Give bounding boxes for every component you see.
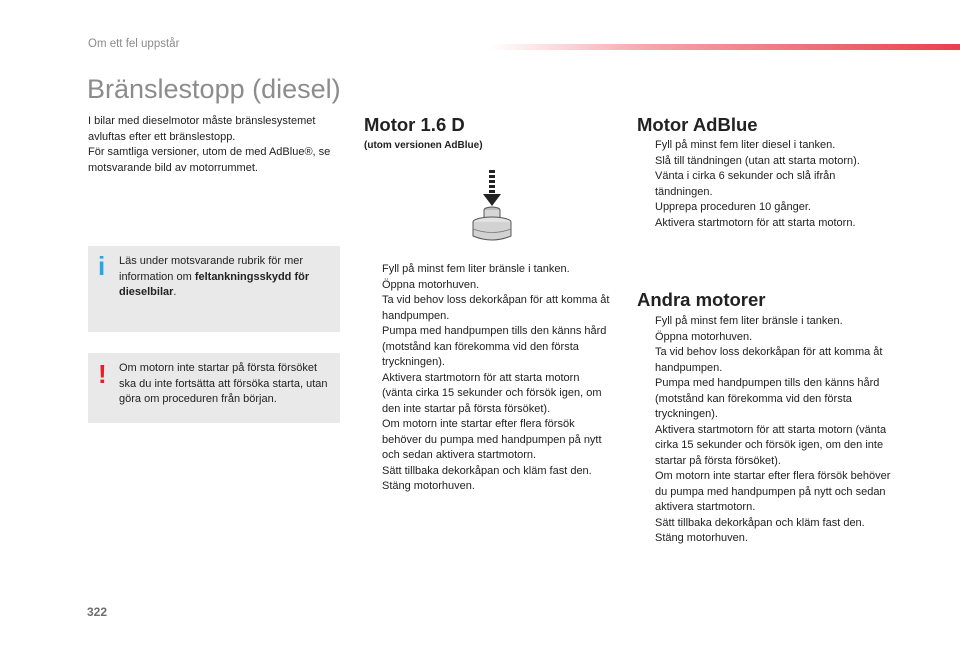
info-text — [119, 254, 333, 301]
andra-motorer-steps — [637, 314, 895, 547]
list-item: Öppna motorhuven. — [382, 278, 480, 291]
list-item: Ta vid behov loss dekorkåpan för att komma åt handpumpen. — [382, 294, 610, 322]
list-item: Sätt tillbaka dekorkåpan och kläm fast den. — [655, 516, 865, 529]
list-item: Vänta i cirka 6 sekunder och slå ifrån tändningen. — [655, 170, 836, 198]
info-box — [88, 246, 340, 332]
list-item: Om motorn inte startar efter flera försök behöver du pumpa med handpumpen på nytt och sedan aktivera startmotorn. — [655, 470, 891, 513]
list-item: Fyll på minst fem liter bränsle i tanken. — [382, 263, 570, 275]
info-icon: i — [98, 251, 106, 281]
list-item: Slå till tändningen (utan att starta motorn). — [655, 154, 860, 167]
motor-16d-steps — [364, 262, 610, 495]
list-item: Öppna motorhuven. — [655, 330, 753, 343]
motor-adblue-steps — [637, 138, 895, 231]
hand-pump-icon — [470, 170, 514, 246]
list-item: Pumpa med handpumpen tills den känns hård (motstånd kan förekomma vid den första tryckningen). — [655, 377, 880, 420]
list-item: Aktivera startmotorn för att starta motorn (vänta cirka 15 sekunder och försök igen, om den inte startar på första försöket). — [382, 371, 602, 415]
motor-adblue-heading: Motor AdBlue — [637, 114, 758, 135]
warning-box — [88, 353, 340, 423]
page-title: Bränslestopp (diesel) — [87, 74, 341, 104]
page-number: 322 — [87, 605, 108, 619]
list-item: Stäng motorhuven. — [655, 532, 748, 544]
list-item: Pumpa med handpumpen tills den känns hård (motstånd kan förekomma vid den första tryckningen). — [382, 325, 607, 368]
list-item: Aktivera startmotorn för att starta motorn (vänta cirka 15 sekunder och försök igen, om den inte startar på första försöket). — [655, 423, 887, 467]
andra-motorer-heading: Andra motorer — [637, 289, 766, 310]
motor-16d-subheading: (utom versionen AdBlue) — [364, 140, 483, 151]
info-text-start: Läs under motsvarande rubrik för mer information om — [119, 255, 304, 283]
list-item: Aktivera startmotorn för att starta motorn. — [655, 216, 856, 229]
info-text-end: . — [173, 286, 177, 298]
warning-icon: ! — [98, 359, 107, 389]
list-item: Fyll på minst fem liter diesel i tanken. — [655, 139, 836, 151]
list-item: Om motorn inte startar efter flera försök behöver du pumpa med handpumpen på nytt och sedan aktivera startmotorn. — [382, 418, 602, 461]
list-item: Ta vid behov loss dekorkåpan för att komma åt handpumpen. — [655, 346, 883, 374]
list-item: Upprepa proceduren 10 gånger. — [655, 201, 811, 213]
section-label: Om ett fel uppstår — [88, 38, 180, 50]
header-accent-bar — [490, 44, 960, 50]
intro-line-2: För samtliga versioner, utom de med AdBlue®, se motsvarande bild av motorrummet. — [88, 146, 331, 174]
list-item: Fyll på minst fem liter bränsle i tanken. — [655, 315, 843, 327]
list-item: Sätt tillbaka dekorkåpan och kläm fast den. — [382, 464, 592, 477]
intro-line-1: I bilar med dieselmotor måste bränslesystemet avluftas efter ett bränslestopp. — [88, 115, 316, 143]
motor-16d-heading: Motor 1.6 D — [364, 114, 465, 135]
intro-text — [88, 114, 340, 176]
warning-text: Om motorn inte startar på första försöket ska du inte fortsätta att försöka starta, utan göra om proceduren från början. — [119, 362, 328, 405]
info-text-link: feltankningsskydd för dieselbilar — [119, 270, 310, 298]
list-item: Stäng motorhuven. — [382, 480, 475, 492]
